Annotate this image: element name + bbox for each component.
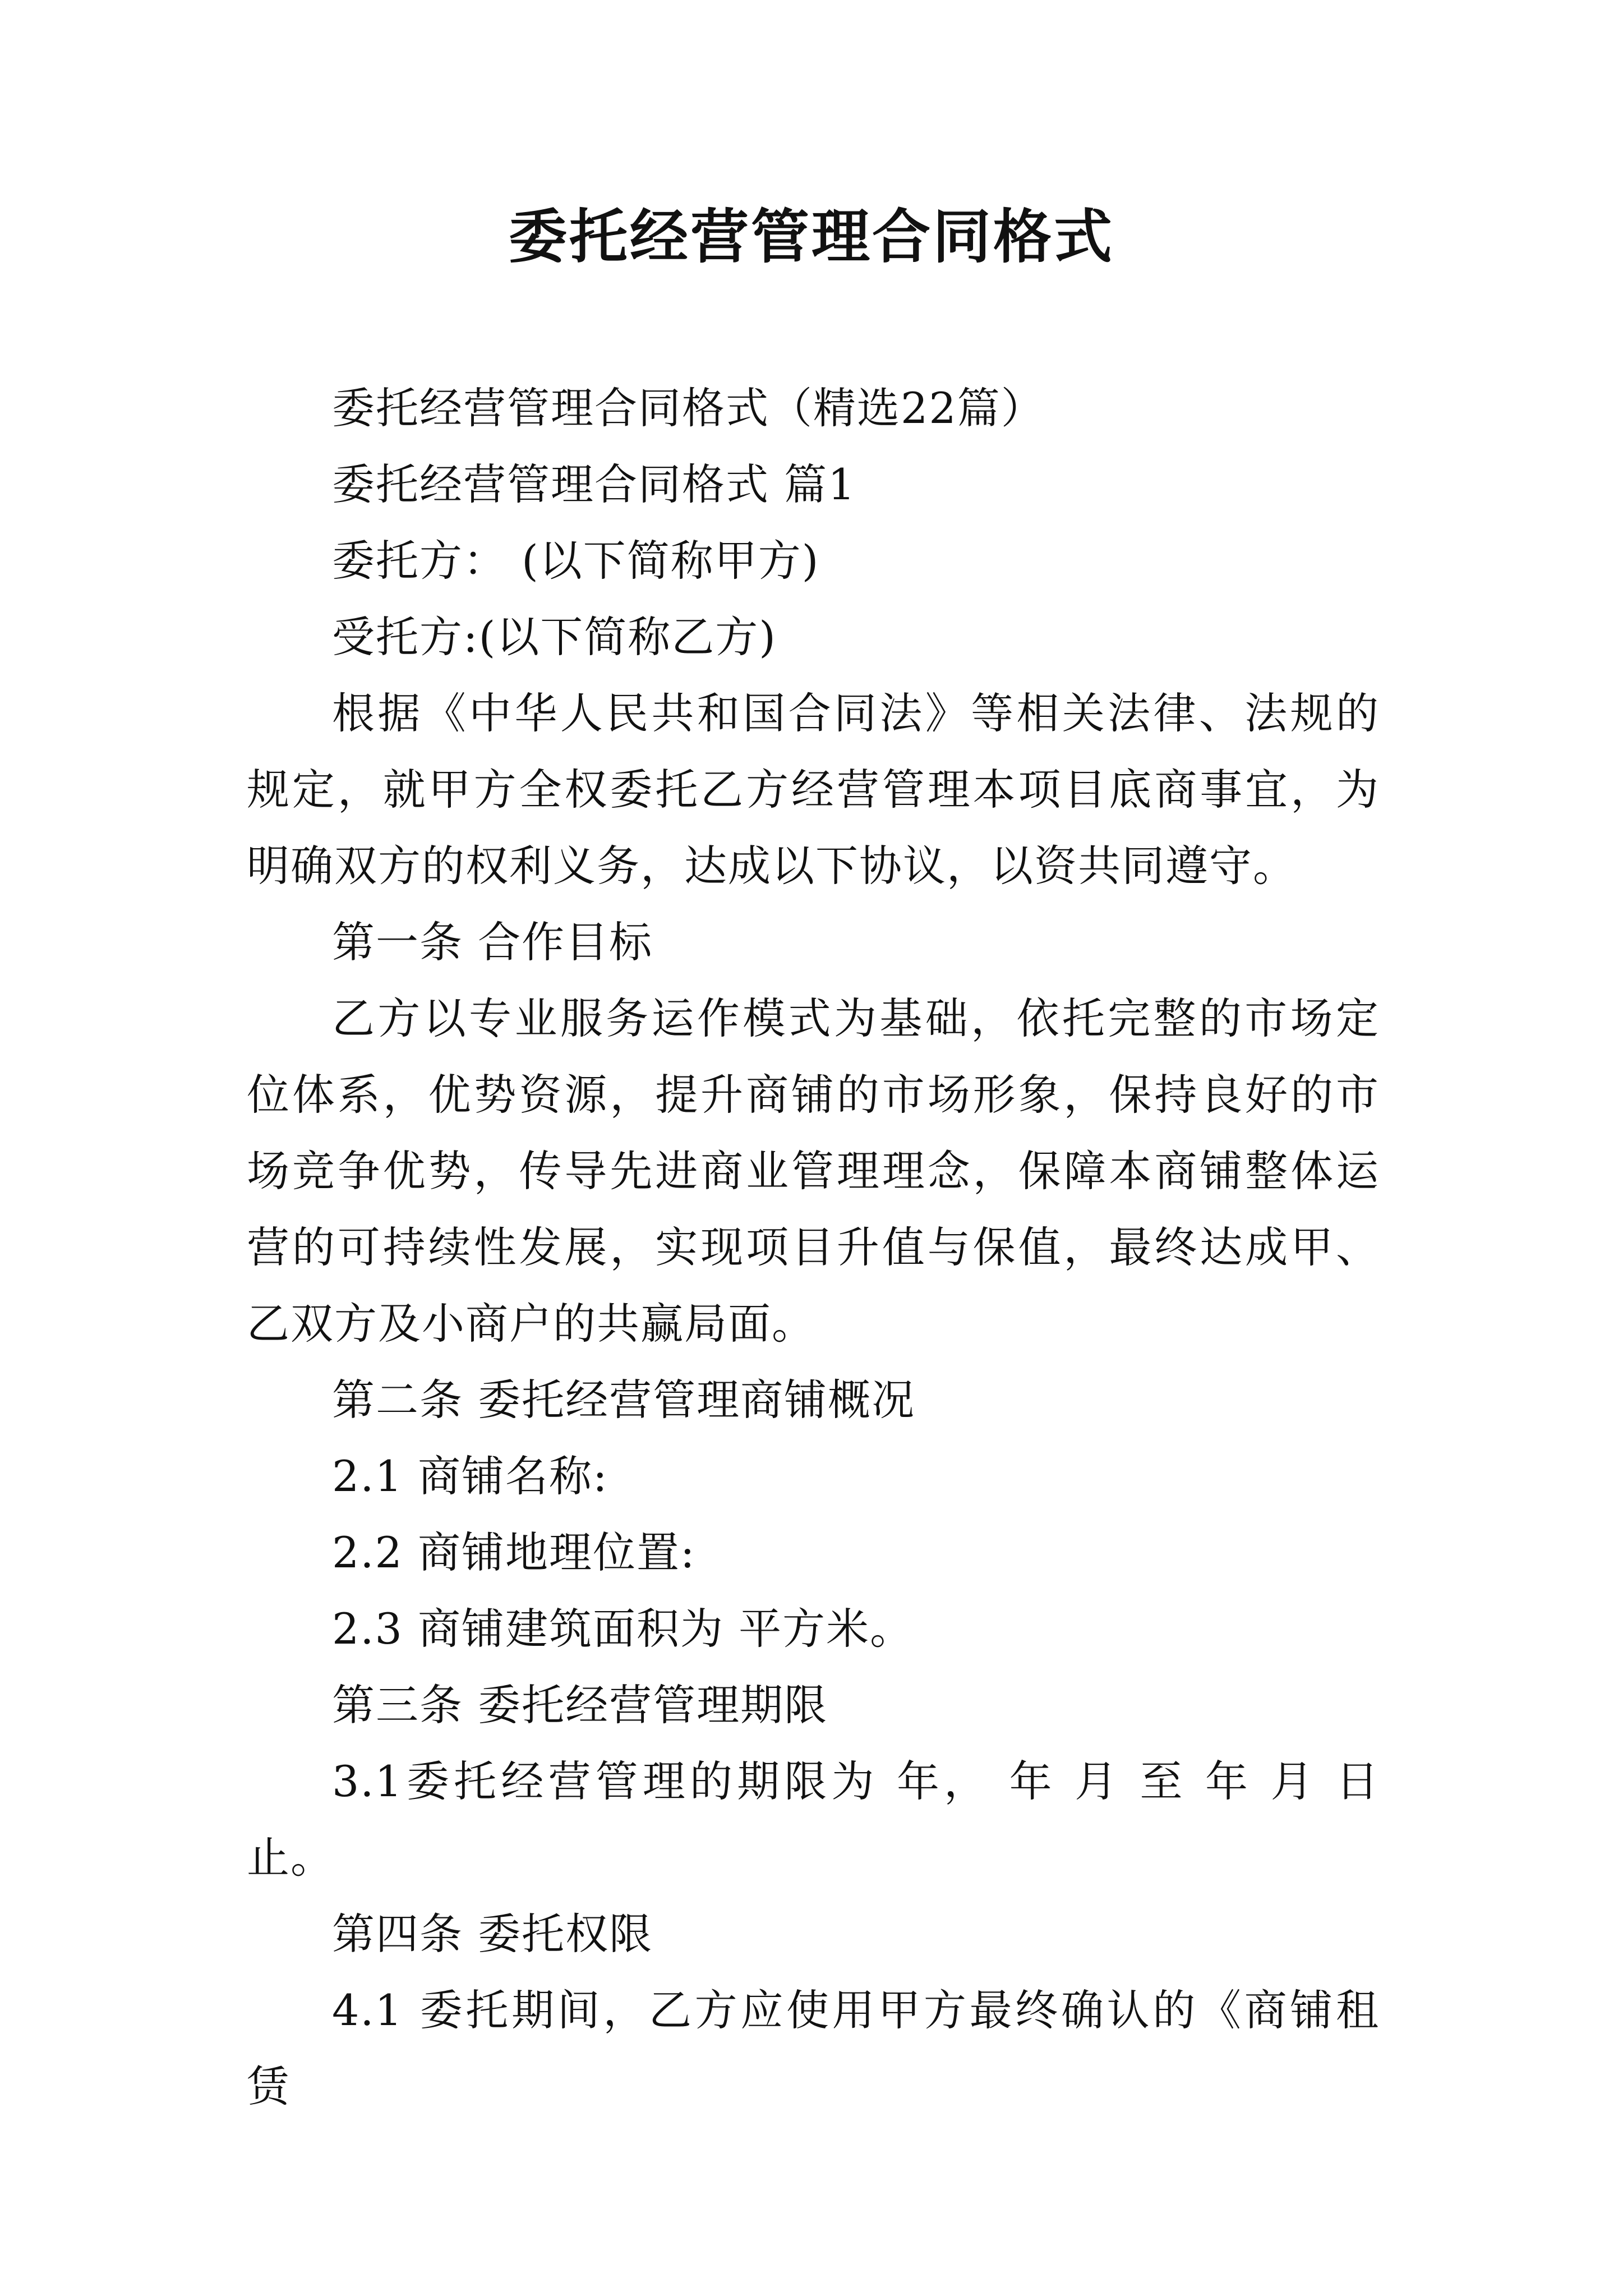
paragraph-article-3-heading: 第三条 委托经营管理期限 <box>332 1680 828 1730</box>
paragraph-article-4-heading: 第四条 委托权限 <box>332 1909 653 1959</box>
paragraph-collection-title: 委托经营管理合同格式（精选22篇） <box>332 383 1045 433</box>
paragraph-preamble: 根据《中华人民共和国合同法》等相关法律、法规的规定，就甲方全权委托乙方经营管理本项目底商事宜，为明确双方的权利义务，达成以下协议，以资共同遵守。 <box>247 688 1380 891</box>
paragraph-party-a: 委托方： (以下简称甲方) <box>332 536 820 586</box>
paragraph-clause-2-1: 2.1 商铺名称: <box>332 1451 608 1501</box>
paragraph-clause-4-1: 4.1 委托期间，乙方应使用甲方最终确认的《商铺租赁 <box>247 1985 1380 2111</box>
paragraph-clause-2-2: 2.2 商铺地理位置: <box>332 1527 696 1577</box>
paragraph-section-heading: 委托经营管理合同格式 篇1 <box>332 459 856 509</box>
paragraph-party-b: 受托方:(以下简称乙方) <box>332 612 777 662</box>
paragraph-article-1-body: 乙方以专业服务运作模式为基础，依托完整的市场定位体系，优势资源，提升商铺的市场形象，保持良好的市场竞争优势，传导先进商业管理理念，保障本商铺整体运营的可持续性发展，实现项目升值与保值，最终达成甲、乙双方及小商户的共赢局面。 <box>247 993 1380 1349</box>
paragraph-article-1-heading: 第一条 合作目标 <box>332 917 653 967</box>
paragraph-clause-2-3: 2.3 商铺建筑面积为 平方米。 <box>332 1604 914 1654</box>
document-title: 委托经营管理合同格式 <box>508 203 1114 271</box>
paragraph-article-2-heading: 第二条 委托经营管理商铺概况 <box>332 1375 916 1425</box>
paragraph-clause-3-1: 3.1委托经营管理的期限为 年， 年 月 至 年 月 日止。 <box>247 1756 1380 1883</box>
document-body <box>247 370 1380 2125</box>
